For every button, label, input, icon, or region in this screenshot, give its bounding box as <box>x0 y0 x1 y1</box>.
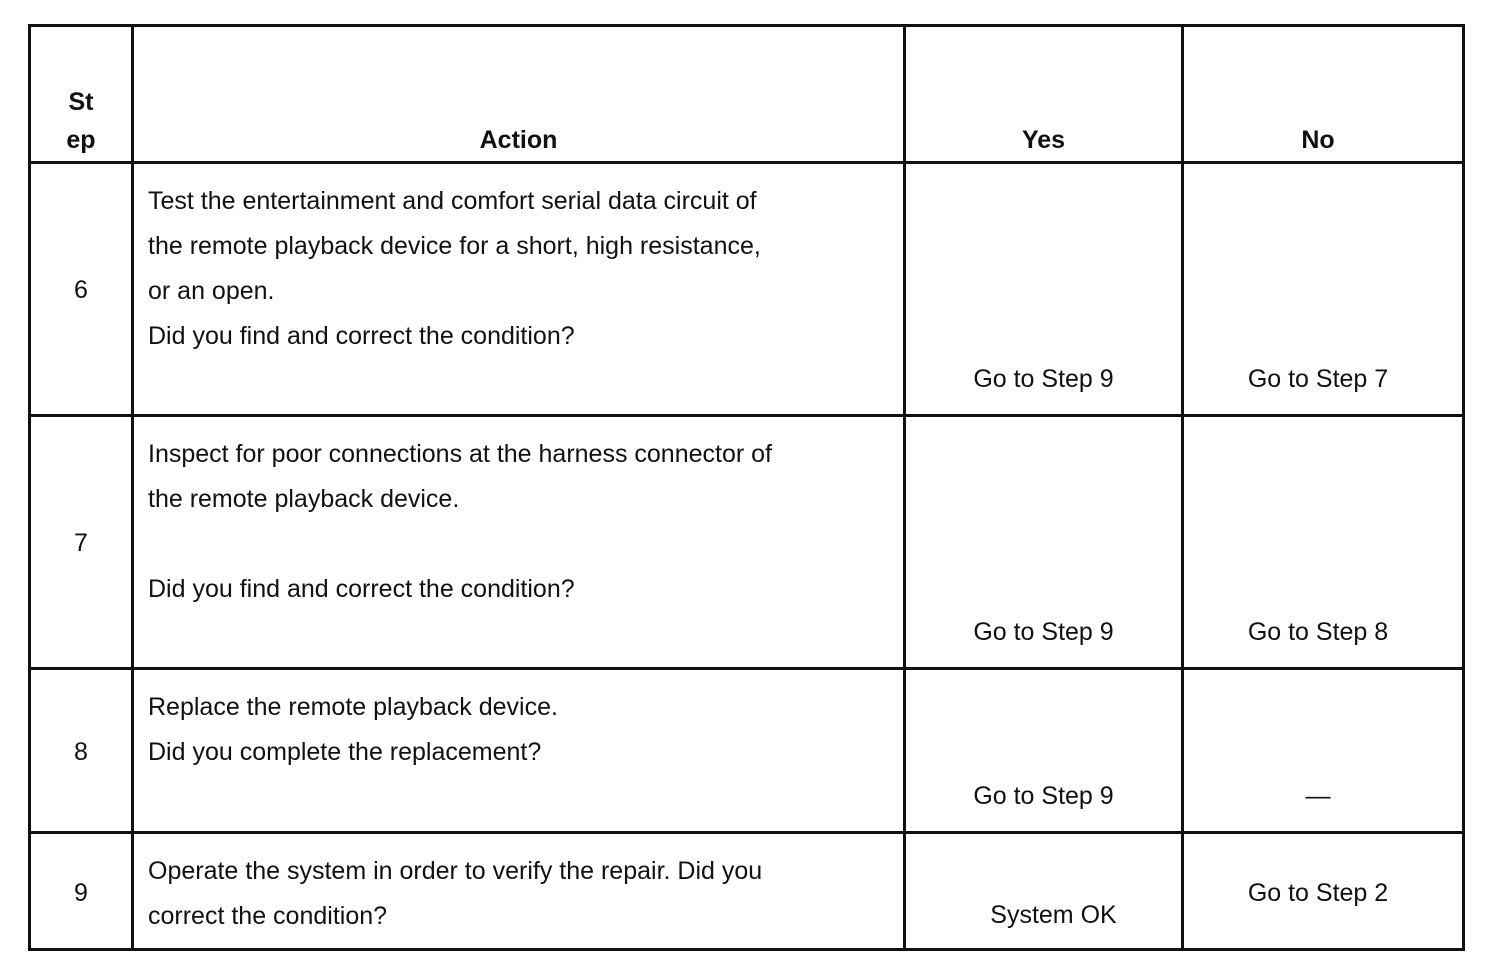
step-number: 8 <box>74 738 88 766</box>
action-line: the remote playback device for a short, high resistance, <box>148 232 761 260</box>
row-divider <box>31 161 1462 164</box>
action-line: Test the entertainment and comfort serial data circuit of <box>148 187 757 215</box>
column-divider <box>131 27 134 948</box>
action-line: Did you complete the replacement? <box>148 738 542 766</box>
header-yes: Yes <box>1021 126 1066 154</box>
row-divider <box>31 667 1462 670</box>
action-line: Did you find and correct the condition? <box>148 575 575 603</box>
no-result: — <box>1305 782 1331 810</box>
no-result: Go to Step 7 <box>1247 365 1389 393</box>
yes-result: Go to Step 9 <box>973 782 1114 810</box>
step-number: 7 <box>74 529 88 557</box>
row-divider <box>31 831 1462 834</box>
header-no: No <box>1301 126 1335 154</box>
action-line: Did you find and correct the condition? <box>148 322 575 350</box>
action-line <box>148 522 898 567</box>
step-number: 9 <box>74 879 88 907</box>
action-line: or an open. <box>148 277 275 305</box>
step-number: 6 <box>74 276 88 304</box>
action-line: correct the condition? <box>148 902 388 930</box>
header-step-line2: ep <box>66 126 96 154</box>
header-step <box>31 83 131 159</box>
no-result: Go to Step 2 <box>1247 879 1389 907</box>
action-line: the remote playback device. <box>148 485 460 513</box>
header-step-line1: St <box>68 88 94 116</box>
action-text <box>148 849 898 939</box>
yes-result: System OK <box>990 901 1117 929</box>
diagnostic-table <box>28 24 1465 951</box>
no-result: Go to Step 8 <box>1247 618 1389 646</box>
action-text <box>148 179 898 359</box>
row-divider <box>31 414 1462 417</box>
header-action: Action <box>479 126 558 154</box>
action-line: Inspect for poor connections at the harness connector of <box>148 440 772 468</box>
action-text <box>148 432 898 612</box>
yes-result: Go to Step 9 <box>973 365 1114 393</box>
action-line: Replace the remote playback device. <box>148 693 558 721</box>
action-line: Operate the system in order to verify the repair. Did you <box>148 857 763 885</box>
yes-result: Go to Step 9 <box>973 618 1114 646</box>
action-text <box>148 685 898 775</box>
